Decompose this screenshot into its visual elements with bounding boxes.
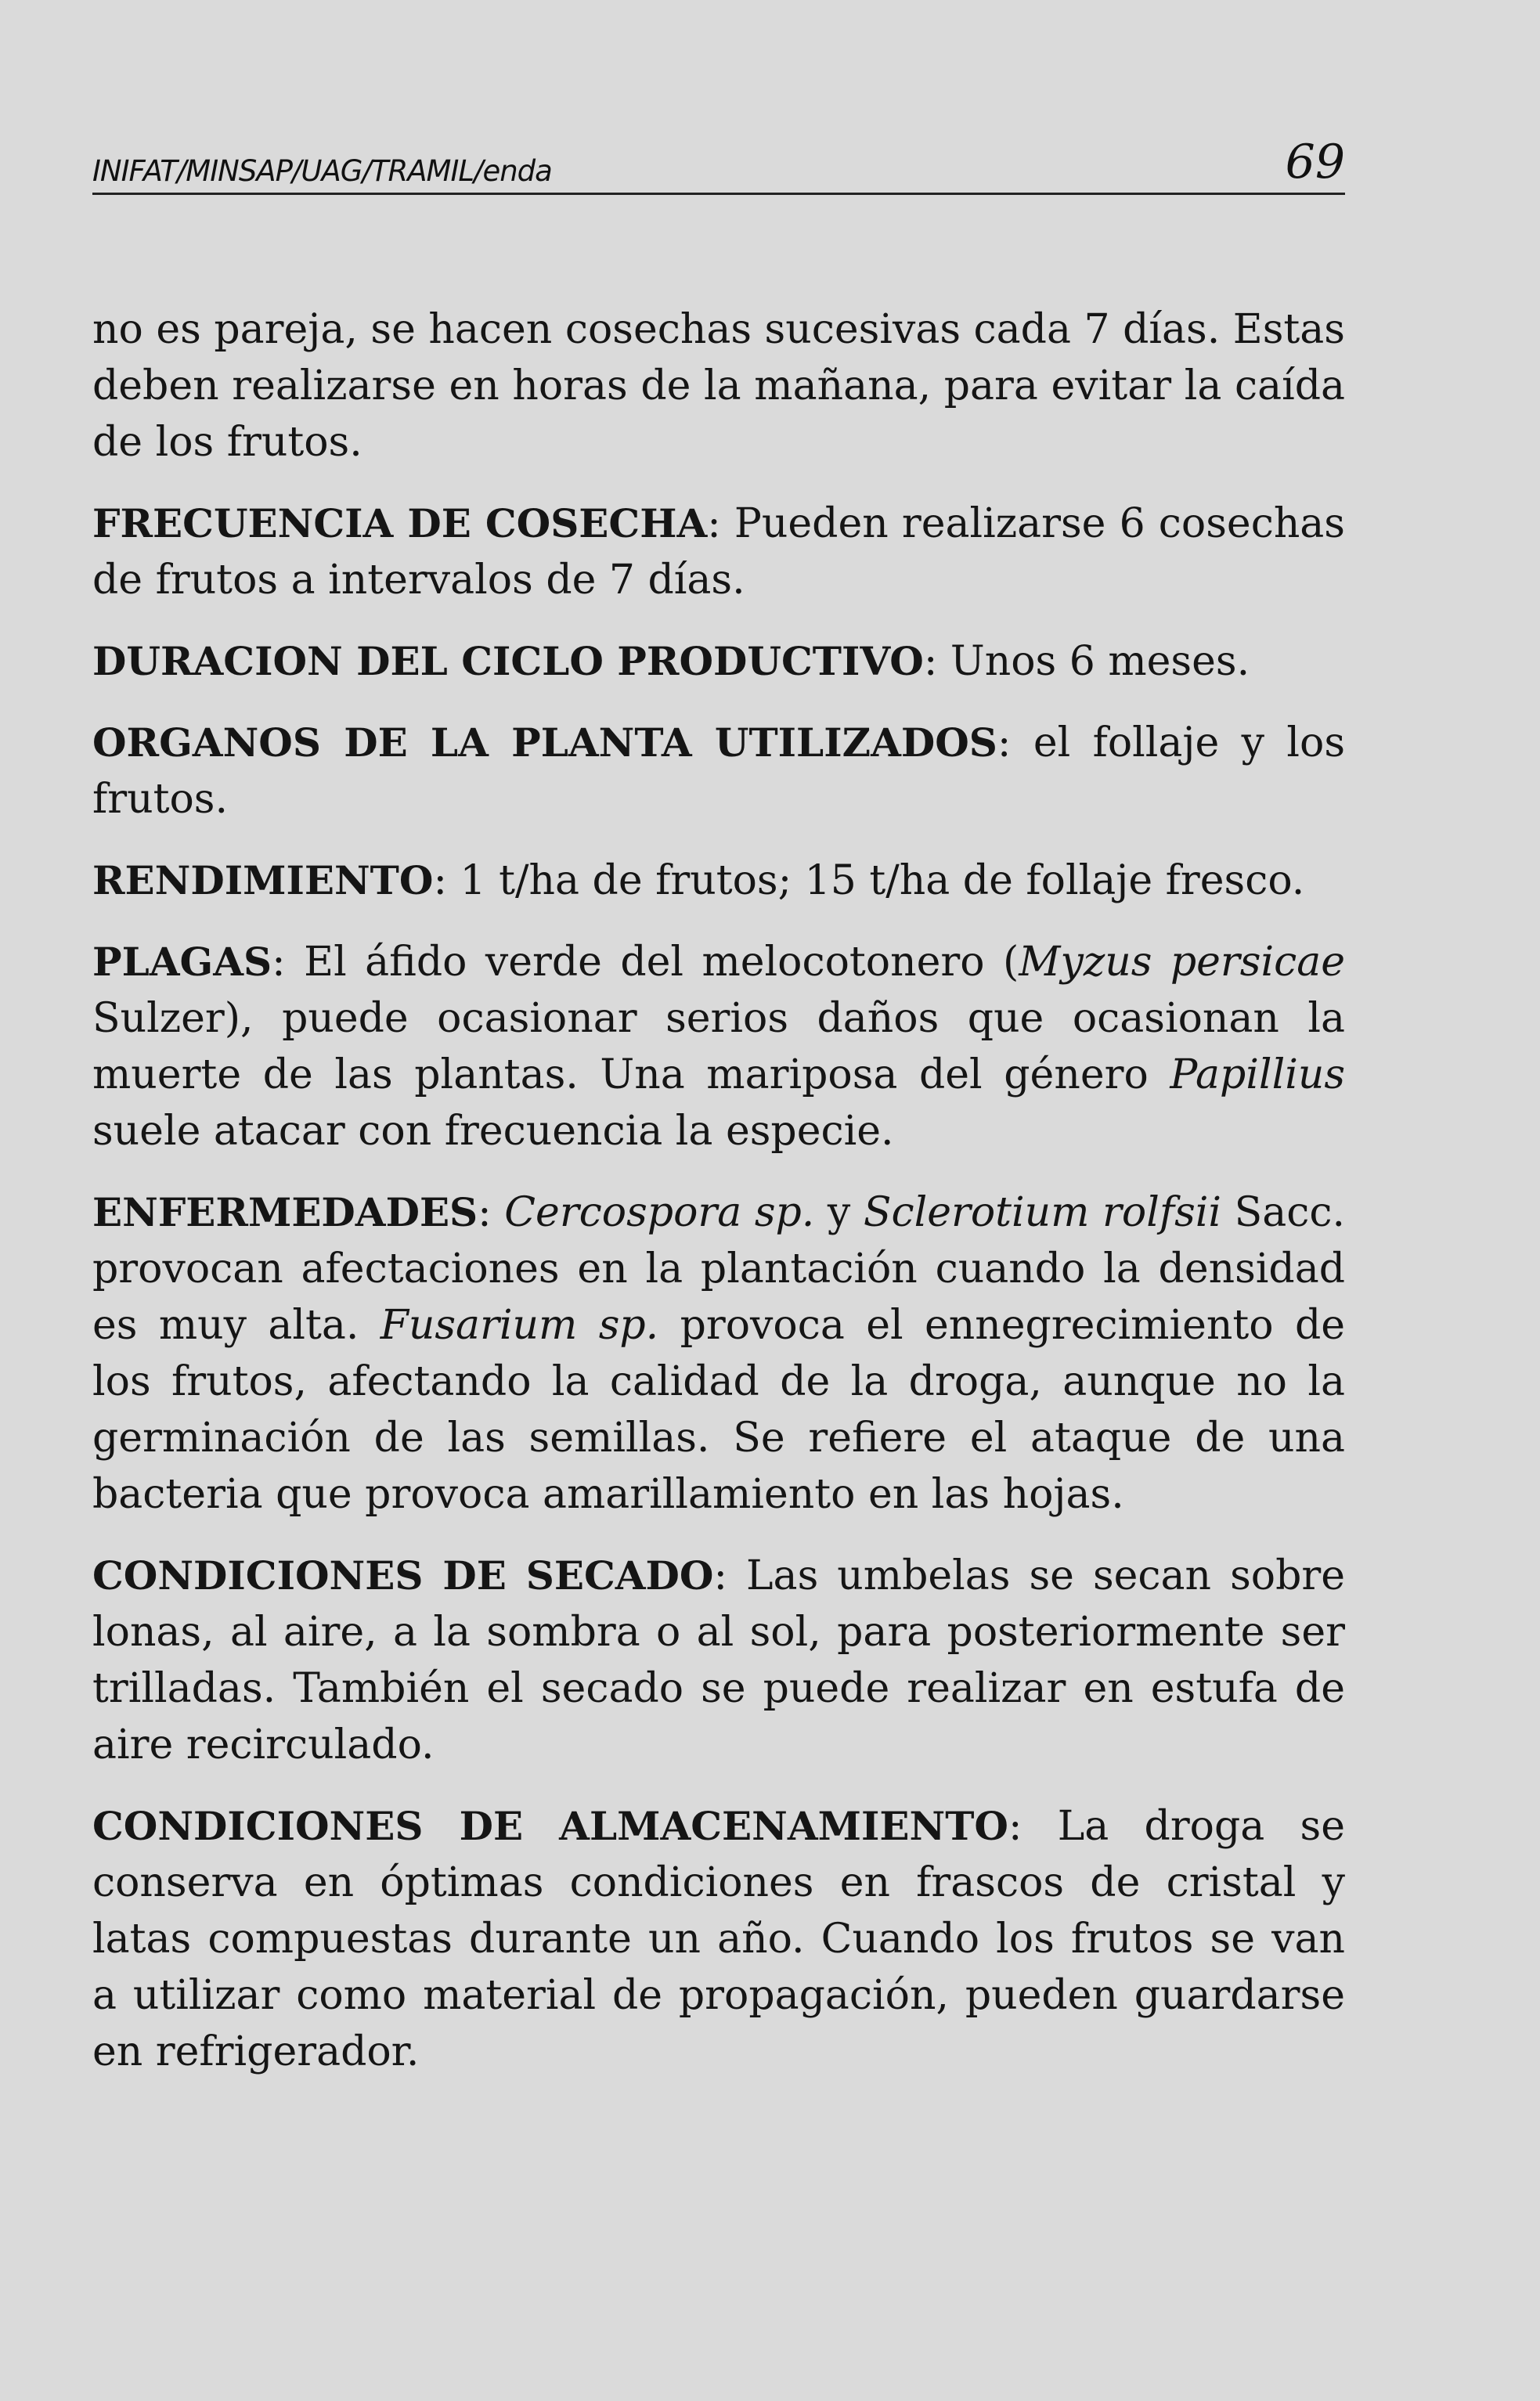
space [492,1189,505,1236]
section-term: RENDIMIENTO [92,857,434,903]
scientific-name: Myzus persicae [1019,939,1346,986]
paragraph-text: suele atacar con frecuencia la especie. [92,1108,894,1155]
paragraph-frecuencia-cosecha [92,496,1345,608]
paragraph-text: el follaje y los frutos. [92,719,1346,823]
colon: : [433,857,447,904]
paragraph-rendimiento [92,853,1345,909]
paragraph-intro [92,301,1345,470]
paragraph-condiciones-secado [92,1548,1345,1773]
colon: : [272,939,286,986]
section-term: PLAGAS [92,939,272,985]
paragraph-duracion-ciclo [92,633,1345,690]
section-term: ENFERMEDADES [92,1189,478,1235]
scientific-name: Papillius [1170,1051,1345,1098]
colon: : [707,500,721,547]
paragraph-text: Unos 6 meses. [937,638,1250,685]
scientific-name: Cercospora sp. [504,1189,815,1236]
section-term: CONDICIONES DE ALMACENAMIENTO [92,1803,1008,1849]
paragraph-text: Sacc. provocan afectaciones en la plantación cuando la densidad es muy alta. [92,1189,1345,1349]
scientific-name: Sclerotium rolfsii [863,1189,1222,1236]
colon: : [1008,1803,1022,1850]
paragraph-enfermedades [92,1184,1345,1523]
scientific-name: Fusarium sp. [380,1302,659,1349]
paragraph-text: no es pareja, se hacen cosechas sucesivas cada 7 días. Estas deben realizarse en horas de la mañana, para evitar la caída de los frutos. [92,306,1345,466]
paragraph-text: y [814,1189,864,1236]
colon: : [923,638,938,685]
paragraph-text: La droga se conserva en óptimas condiciones en frascos de cristal y latas compuestas durante un año. Cuando los frutos se van a utilizar como material de propagación, pueden guardarse en refrigerador. [92,1803,1345,2075]
colon: : [478,1189,492,1236]
paragraph-text: 1 t/ha de frutos; 15 t/ha de follaje fresco. [446,857,1305,904]
paragraph-text: Sulzer), puede ocasionar serios daños que ocasionan la muerte de las plantas. Una mariposa del género [92,995,1345,1098]
section-term: ORGANOS DE LA PLANTA UTILIZADOS [92,719,997,766]
paragraph-plagas [92,934,1345,1159]
page-header [92,132,1345,195]
paragraph-text: El áfido verde del melocotonero ( [285,939,1019,986]
paragraph-text: Las umbelas se secan sobre lonas, al aire, a la sombra o al sol, para posteriormente ser trilladas. También el secado se puede realizar en estufa de aire recirculado. [92,1552,1345,1768]
page-number: 69 [1285,135,1345,189]
page-body [92,301,1345,2105]
section-term: FRECUENCIA DE COSECHA [92,500,708,546]
running-title: INIFAT/MINSAP/UAG/TRAMIL/enda [92,154,552,188]
section-term: DURACION DEL CICLO PRODUCTIVO [92,638,924,684]
paragraph-text: provoca el ennegrecimiento de los frutos, afectando la calidad de la droga, aunque no la germinación de las semillas. Se refiere el ataque de una bacteria que provoca amarillamiento en las hojas. [92,1302,1346,1518]
colon: : [713,1552,727,1599]
colon: : [997,719,1012,766]
section-term: CONDICIONES DE SECADO [92,1552,714,1599]
paragraph-organos-utilizados [92,715,1345,827]
paragraph-condiciones-almacenamiento [92,1798,1345,2080]
paragraph-text: Pueden realizarse 6 cosechas de frutos a intervalos de 7 días. [92,500,1345,604]
